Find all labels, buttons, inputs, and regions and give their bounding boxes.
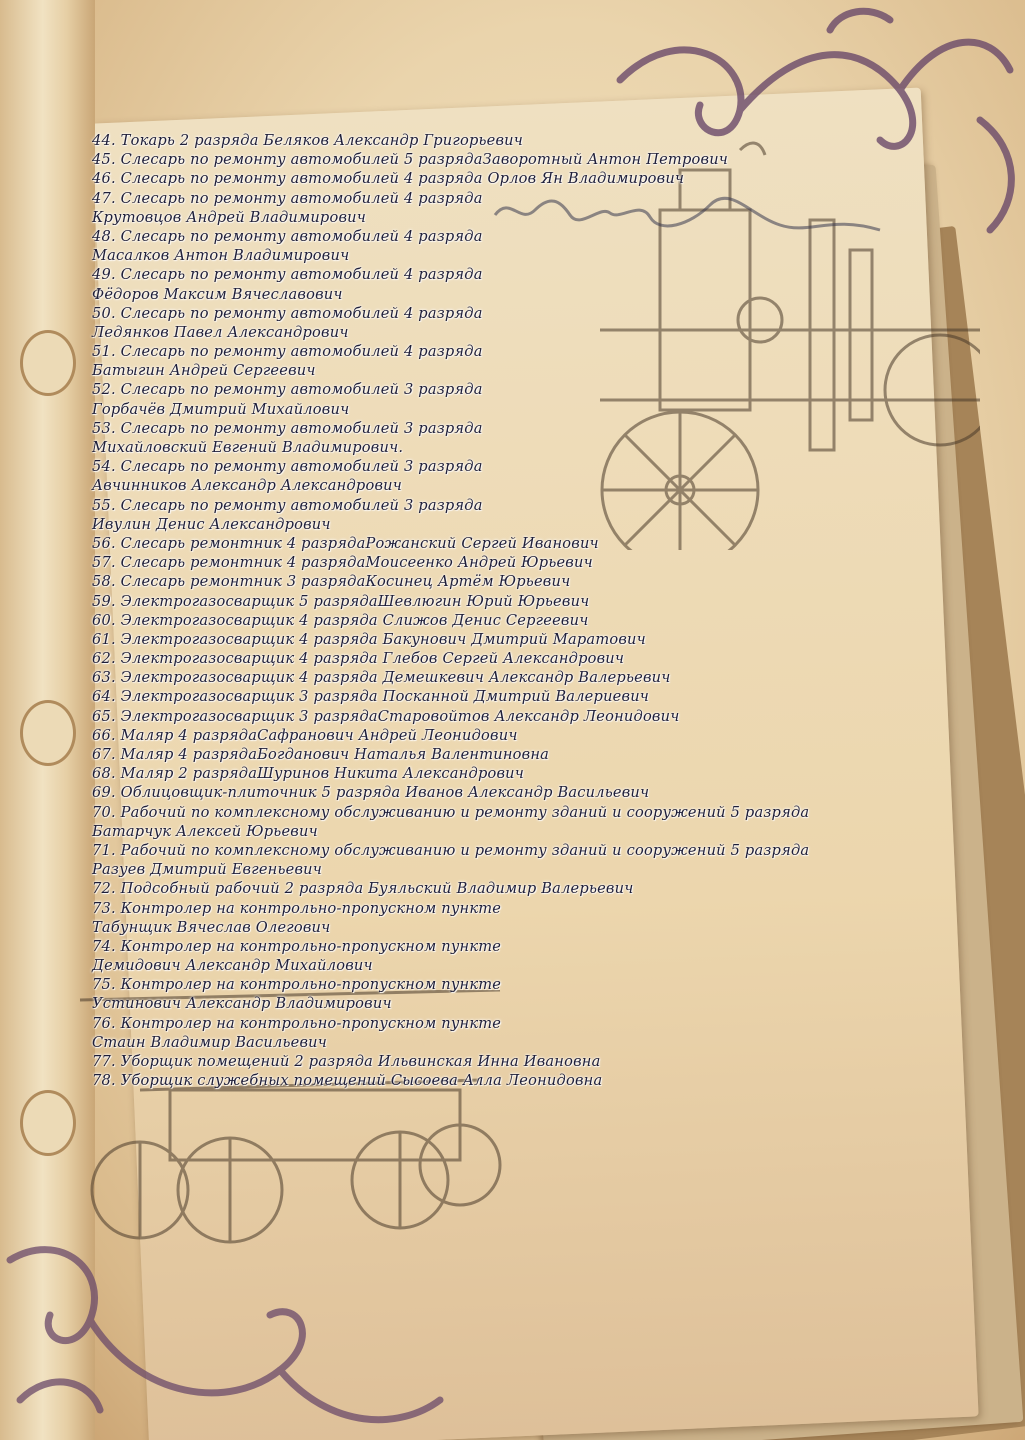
list-line: 67. Маляр 4 разрядаБогданович Наталья Валентиновна	[92, 746, 550, 763]
list-line: 71. Рабочий по комплексному обслуживанию и ремонту зданий и сооружений 5 разряда	[92, 841, 810, 859]
list-line: 61. Электрогазосварщик 4 разряда Бакунович Дмитрий Маратович	[92, 630, 646, 648]
list-line: 47. Слесарь по ремонту автомобилей 4 разряда	[92, 189, 483, 207]
list-line: 53. Слесарь по ремонту автомобилей 3 разряда	[92, 419, 483, 437]
list-line: 51. Слесарь по ремонту автомобилей 4 разряда	[92, 343, 483, 361]
list-line: Устинович Александр Владимирович	[92, 995, 392, 1013]
list-line: 54. Слесарь по ремонту автомобилей 3 разряда	[92, 458, 483, 476]
list-line: 46. Слесарь по ремонту автомобилей 4 разряда Орлов Ян Владимирович	[92, 170, 685, 188]
list-line: Авчинников Александр Александрович	[92, 477, 403, 495]
list-line: 60. Электрогазосварщик 4 разряда Слижов Денис Сергеевич	[92, 611, 589, 629]
list-line: 68. Маляр 2 разрядаШуринов Никита Александрович	[92, 765, 525, 783]
list-line: 56. Слесарь ремонтник 4 разрядаРожанский Сергей Иванович	[92, 534, 599, 552]
list-line: 64. Электрогазосварщик 3 разряда Посканной Дмитрий Валериевич	[92, 688, 650, 706]
list-line: Фёдоров Максим Вячеславович	[92, 285, 343, 303]
list-line: Разуев Дмитрий Евгеньевич	[92, 861, 323, 879]
list-line: 75. Контролер на контрольно-пропускном пункте	[92, 976, 502, 994]
list-line: Ивулин Денис Александрович	[92, 515, 331, 533]
list-line: Демидович Александр Михайлович	[92, 957, 373, 975]
list-line: Табунщик Вячеслав Олегович	[92, 918, 331, 936]
list-line: 58. Слесарь ремонтник 3 разрядаКосинец Артём Юрьевич	[92, 573, 571, 591]
scroll-curl	[20, 330, 76, 396]
list-line: Михайловский Евгений Владимирович.	[92, 439, 404, 456]
list-line: 78. Уборщик служебных помещений Сысоева Алла Леонидовна	[92, 1072, 603, 1090]
list-line: Батыгин Андрей Сергеевич	[92, 362, 316, 380]
list-line: 74. Контролер на контрольно-пропускном пункте	[92, 937, 502, 955]
list-line: 62. Электрогазосварщик 4 разряда Глебов Сергей Александрович	[92, 650, 625, 668]
list-line: Ледянков Павел Александрович	[92, 323, 349, 341]
list-line: 52. Слесарь по ремонту автомобилей 3 разряда	[92, 381, 483, 399]
list-line: 69. Облицовщик-плиточник 5 разряда Иванов Александр Васильевич	[92, 784, 650, 802]
list-line: 45. Слесарь по ремонту автомобилей 5 разрядаЗаворотный Антон Петрович	[92, 151, 729, 169]
list-line: 59. Электрогазосварщик 5 разрядаШевлюгин Юрий Юрьевич	[92, 592, 590, 610]
list-line: Стаин Владимир Васильевич	[92, 1033, 328, 1051]
list-line: 72. Подсобный рабочий 2 разряда Буяльский Владимир Валерьевич	[92, 880, 634, 898]
list-line: 49. Слесарь по ремонту автомобилей 4 разряда	[92, 266, 483, 284]
list-line: 55. Слесарь по ремонту автомобилей 3 разряда	[92, 496, 483, 514]
list-line: 66. Маляр 4 разрядаСафранович Андрей Леонидович	[92, 726, 518, 744]
list-line: 65. Электрогазосварщик 3 разрядаСтаровойтов Александр Леонидович	[92, 707, 680, 725]
list-line: 48. Слесарь по ремонту автомобилей 4 разряда	[92, 227, 483, 245]
list-line: 77. Уборщик помещений 2 разряда Ильвинская Инна Ивановна	[92, 1053, 601, 1070]
list-line: 44. Токарь 2 разряда Беляков Александр Григорьевич	[92, 132, 524, 149]
scroll-curl	[20, 700, 76, 766]
list-line: Масалков Антон Владимирович	[92, 247, 350, 265]
list-line: 76. Контролер на контрольно-пропускном пункте	[92, 1014, 502, 1032]
list-line: Крутовцов Андрей Владимирович	[92, 208, 367, 226]
list-line: Батарчук Алексей Юрьевич	[92, 822, 318, 840]
employee-list	[92, 131, 852, 1090]
list-line: 50. Слесарь по ремонту автомобилей 4 разряда	[92, 304, 483, 322]
list-line: Горбачёв Дмитрий Михайлович	[92, 400, 350, 418]
list-line: 63. Электрогазосварщик 4 разряда Демешкевич Александр Валерьевич	[92, 669, 671, 687]
list-line: 73. Контролер на контрольно-пропускном пункте	[92, 899, 502, 917]
list-line: 57. Слесарь ремонтник 4 разрядаМоисеенко Андрей Юрьевич	[92, 554, 593, 572]
list-line: 70. Рабочий по комплексному обслуживанию и ремонту зданий и сооружений 5 разряда	[92, 803, 810, 821]
